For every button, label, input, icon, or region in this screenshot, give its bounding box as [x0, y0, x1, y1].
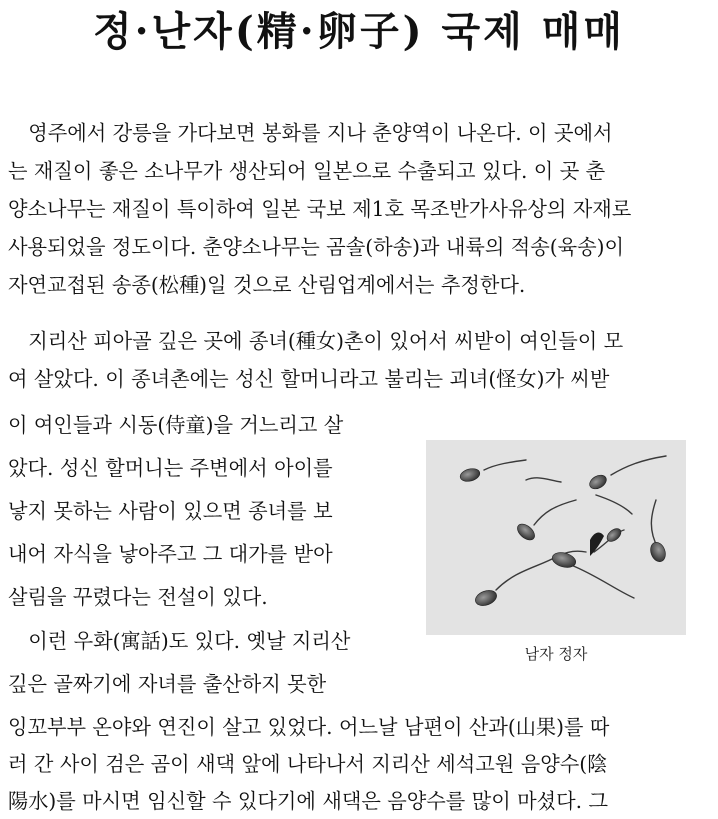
- figure-caption: 남자 정자: [524, 645, 588, 663]
- sperm-micrograph: [426, 440, 686, 635]
- paragraph-line: 양소나무는 재질이 특이하여 일본 국보 제1호 목조반가사유상의 자재로: [8, 197, 632, 221]
- paragraph-line: 이 여인들과 시동(侍童)을 거느리고 살: [8, 413, 344, 437]
- paragraph-line: 여 살았다. 이 종녀촌에는 성신 할머니라고 불리는 괴녀(怪女)가 씨받: [8, 367, 610, 391]
- paragraph-line: 陽水)를 마시면 임신할 수 있다기에 새댁은 음양수를 많이 마셨다. 그: [8, 789, 608, 813]
- paragraph-line: 러 간 사이 검은 곰이 새댁 앞에 나타나서 지리산 세석고원 음양수(陰: [8, 752, 608, 776]
- paragraph-line: 깊은 골짜기에 자녀를 출산하지 못한: [8, 672, 327, 696]
- page-title: 정·난자(精·卵子) 국제 매매: [92, 8, 626, 55]
- paragraph-line: 자연교접된 송종(松種)일 것으로 산림업계에서는 추정한다.: [8, 273, 526, 297]
- paragraph-line: 살림을 꾸렸다는 전설이 있다.: [8, 585, 268, 609]
- micrograph-drawing: [426, 440, 686, 635]
- paragraph-line: 는 재질이 좋은 소나무가 생산되어 일본으로 수출되고 있다. 이 곳 춘: [8, 159, 606, 183]
- paragraph-line: 이런 우화(寓話)도 있다. 옛날 지리산: [8, 629, 351, 653]
- paragraph-line: 낳지 못하는 사람이 있으면 종녀를 보: [8, 499, 333, 523]
- paragraph-line: 영주에서 강릉을 가다보면 봉화를 지나 춘양역이 나온다. 이 곳에서: [8, 121, 613, 145]
- paragraph-line: 내어 자식을 낳아주고 그 대가를 받아: [8, 542, 333, 566]
- paragraph-line: 잉꼬부부 온야와 연진이 살고 있었다. 어느날 남편이 산과(山果)를 따: [8, 715, 610, 739]
- paragraph-line: 았다. 성신 할머니는 주변에서 아이를: [8, 456, 333, 480]
- paragraph-line: 사용되었을 정도이다. 춘양소나무는 곰솔(하송)과 내륙의 적송(육송)이: [8, 235, 625, 259]
- paragraph-line: 지리산 피아골 깊은 곳에 종녀(種女)촌이 있어서 씨받이 여인들이 모: [8, 329, 624, 353]
